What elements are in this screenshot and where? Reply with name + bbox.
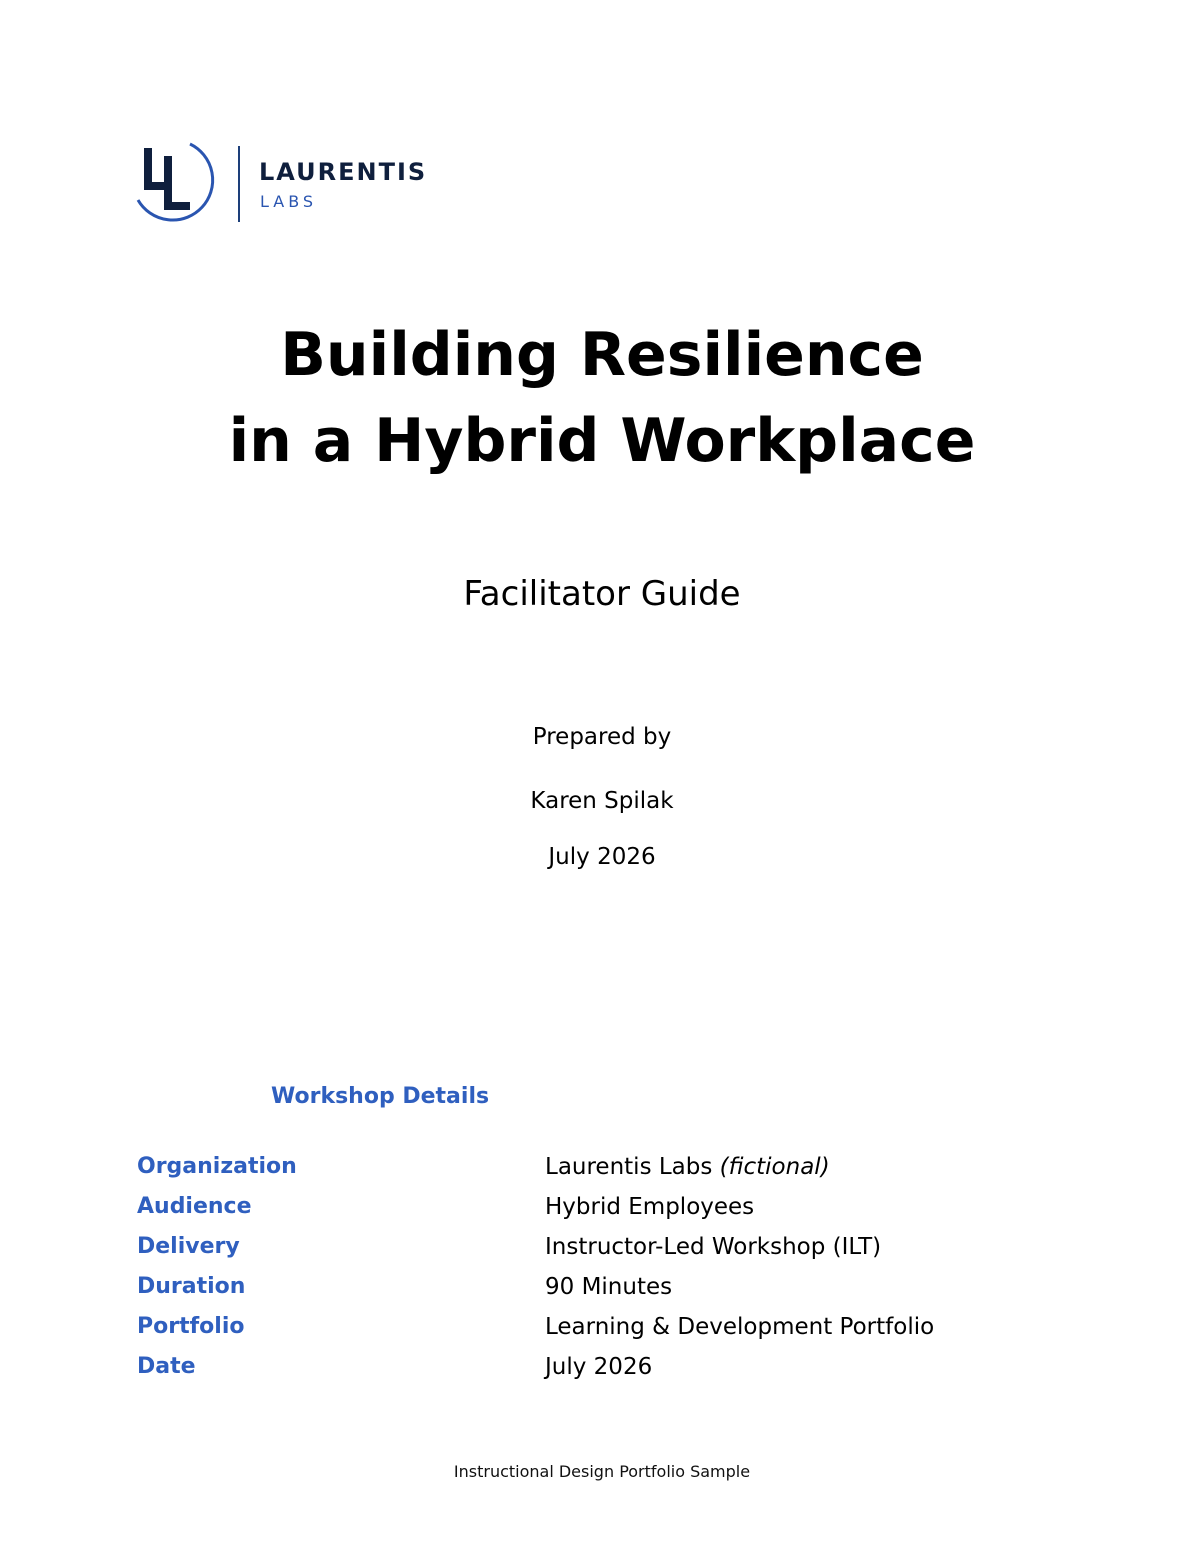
workshop-details-heading: Workshop Details bbox=[271, 1084, 490, 1109]
details-value bbox=[545, 1154, 830, 1180]
details-value: Learning & Development Portfolio bbox=[545, 1314, 935, 1340]
document-title bbox=[0, 312, 1204, 484]
title-line-2: in a Hybrid Workplace bbox=[228, 406, 976, 476]
details-row-portfolio bbox=[137, 1310, 1037, 1350]
details-label: Date bbox=[137, 1354, 196, 1379]
details-value-text: Laurentis Labs bbox=[545, 1154, 713, 1180]
details-label: Duration bbox=[137, 1274, 246, 1299]
details-value-note: (fictional) bbox=[719, 1154, 830, 1180]
details-row-delivery bbox=[137, 1230, 1037, 1270]
details-label: Portfolio bbox=[137, 1314, 245, 1339]
logo-subname: LABS bbox=[260, 192, 318, 211]
prepared-by-label: Prepared by bbox=[532, 724, 672, 750]
details-label: Audience bbox=[137, 1194, 252, 1219]
details-label: Organization bbox=[137, 1154, 297, 1179]
details-value: July 2026 bbox=[545, 1354, 653, 1380]
details-row-date bbox=[137, 1350, 1037, 1390]
details-row-duration bbox=[137, 1270, 1037, 1310]
details-row-audience bbox=[137, 1190, 1037, 1230]
workshop-details-table bbox=[137, 1150, 1037, 1390]
company-logo bbox=[132, 136, 452, 232]
prepared-date: July 2026 bbox=[548, 844, 656, 870]
details-row-organization bbox=[137, 1150, 1037, 1190]
logo-name: LAURENTIS bbox=[259, 158, 428, 186]
laurentis-monogram-icon bbox=[132, 136, 232, 232]
details-value: 90 Minutes bbox=[545, 1274, 673, 1300]
logo-divider bbox=[238, 146, 240, 222]
details-label: Delivery bbox=[137, 1234, 240, 1259]
author-name: Karen Spilak bbox=[530, 788, 674, 814]
document-subtitle: Facilitator Guide bbox=[463, 574, 741, 614]
page-footer: Instructional Design Portfolio Sample bbox=[453, 1462, 751, 1481]
title-line-1: Building Resilience bbox=[280, 320, 924, 390]
details-value: Instructor-Led Workshop (ILT) bbox=[545, 1234, 882, 1260]
details-value: Hybrid Employees bbox=[545, 1194, 755, 1220]
